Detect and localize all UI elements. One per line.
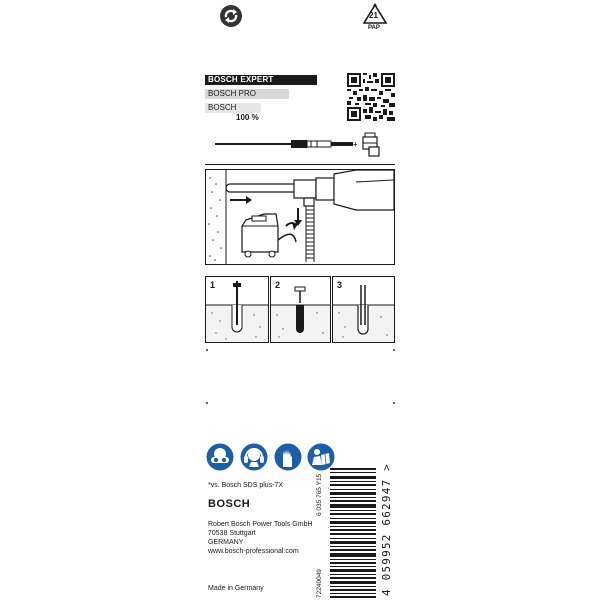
step-panel-3 [332,276,395,343]
step-panel-2 [270,276,331,343]
made-in-label: Made in Germany [208,585,264,592]
drill-bit-illustration [213,131,388,159]
cut-mark [206,402,208,404]
protective-gloves-icon [274,443,302,471]
internal-code: 72240049 [316,569,323,598]
recycling-code-icon [362,3,388,33]
step-number: 2 [275,280,281,290]
safety-goggles-icon [206,443,234,471]
company-website: www.bosch-professional.com [208,548,299,555]
cut-mark [393,349,395,351]
recycling-code-number: 21 [369,11,378,20]
step-panel-1 [205,276,269,343]
company-city: 70538 Stuttgart [208,530,256,537]
company-name: Robert Bosch Power Tools GmbH [208,521,313,528]
ranking-percent: 100 % [236,113,259,122]
rank-bosch-pro: BOSCH PRO [205,89,289,99]
rank-bosch: BOSCH [205,103,261,113]
qr-code [347,73,395,121]
svg-text:+: + [353,140,358,149]
part-number: 6 035 765 Y15 [316,473,323,516]
dust-extraction-panel [205,169,395,265]
brand-logo: BOSCH [208,498,251,510]
footnote: *vs. Bosch SDS plus-7X [208,482,284,489]
company-country: GERMANY [208,539,244,546]
step-number: 1 [210,280,216,290]
barcode [330,468,376,598]
hearing-protection-icon [240,443,268,471]
rank-bosch-expert: BOSCH EXPERT [205,75,317,85]
read-manual-icon [307,443,335,471]
cut-mark [206,349,208,351]
recycling-code-label: PAP [368,25,380,31]
cut-mark [393,402,395,404]
divider [205,164,395,165]
step-number: 3 [337,280,343,290]
barcode-number: 4 059952 662947 > [380,463,393,596]
recycle-loop-icon [219,4,243,28]
